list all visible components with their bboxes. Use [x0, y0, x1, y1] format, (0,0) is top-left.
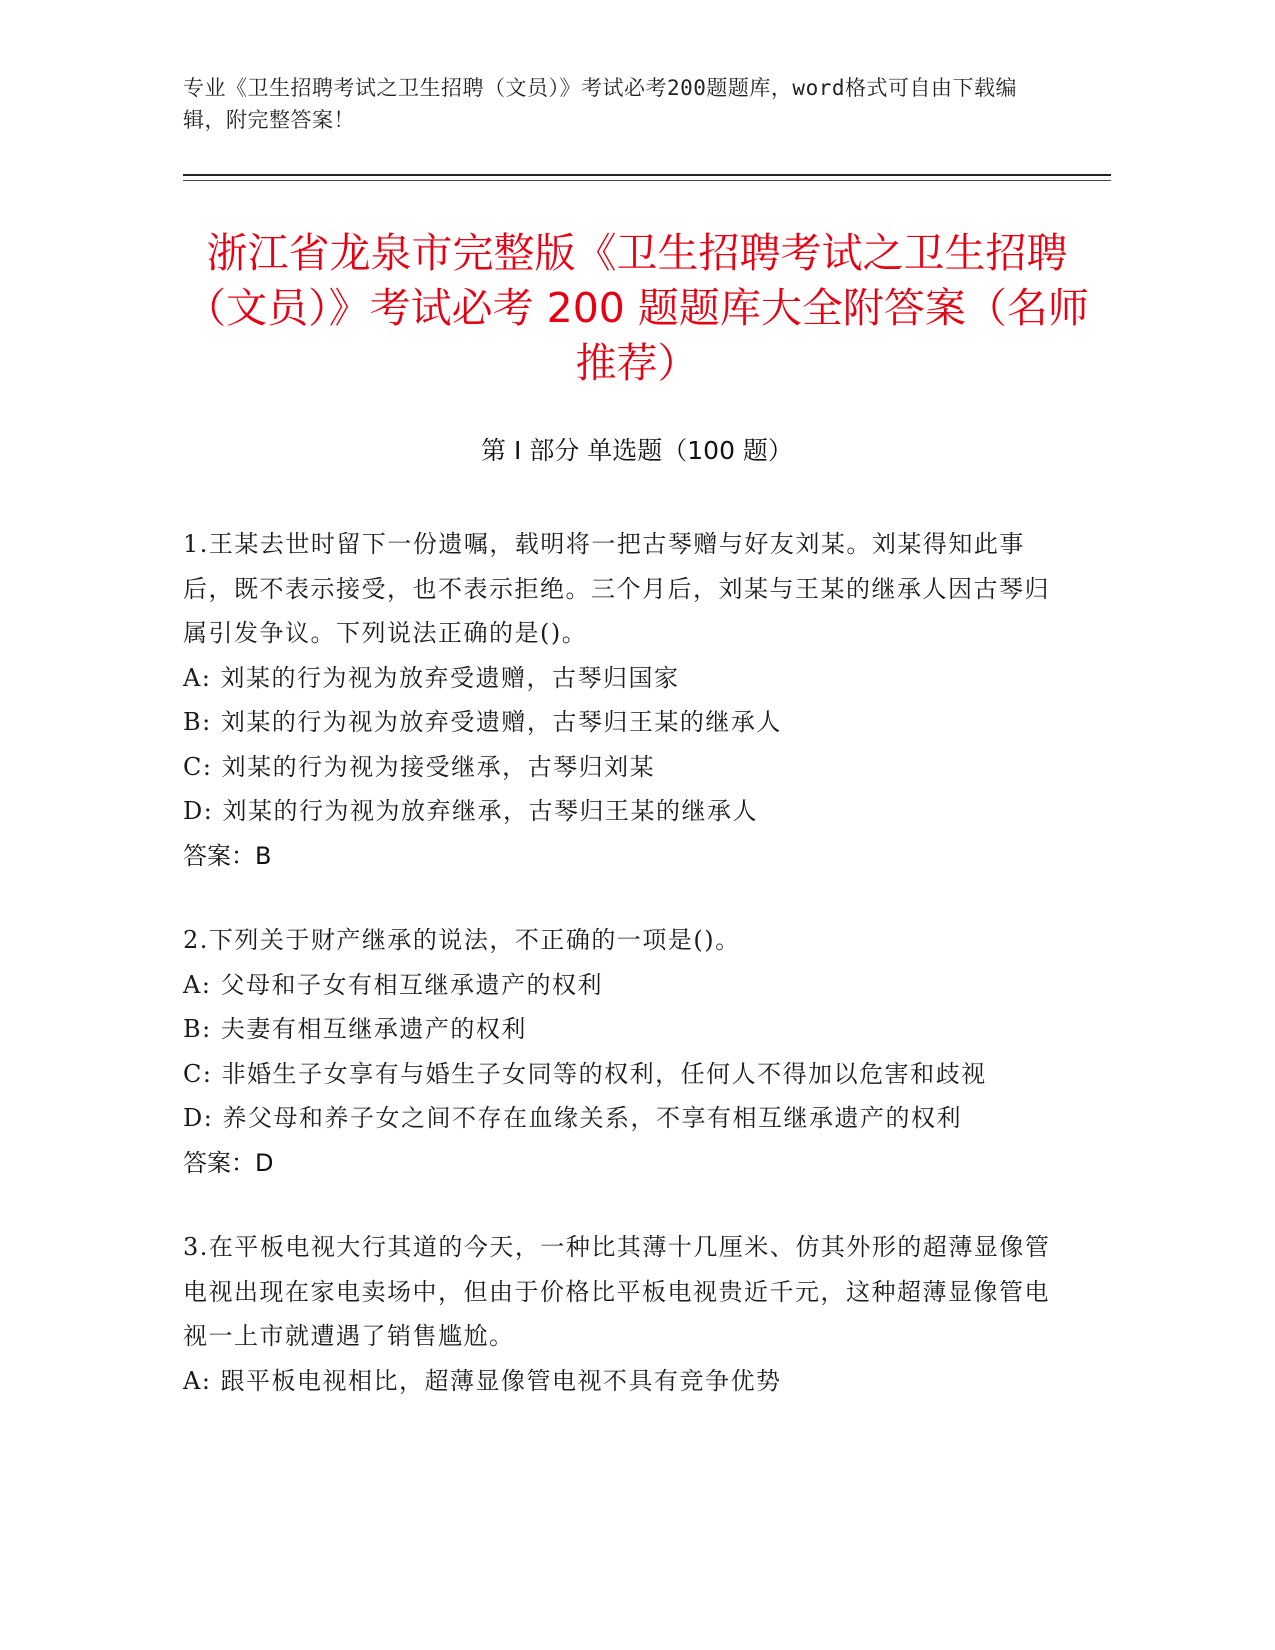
section-title: 第 I 部分 单选题（100 题）: [481, 436, 793, 465]
option-b: B: 刘某的行为视为放弃受遗赠，古琴归王某的继承人: [183, 708, 782, 736]
option-d: D: 养父母和养子女之间不存在血缘关系，不享有相互继承遗产的权利: [183, 1104, 962, 1132]
option-a: A: 跟平板电视相比，超薄显像管电视不具有竞争优势: [183, 1366, 782, 1395]
question-list: [183, 522, 1063, 1443]
question-1: [183, 522, 1063, 878]
question-stem: 1.王某去世时留下一份遗嘱，载明将一把古琴赠与好友刘某。刘某得知此事后，既不表示接受，也不表示拒绝。三个月后，刘某与王某的继承人因古琴归属引发争议。下列说法正确的是()。: [183, 530, 1050, 647]
question-stem: 2.下列关于财产继承的说法，不正确的一项是()。: [183, 926, 741, 954]
document-title: 浙江省龙泉市完整版《卫生招聘考试之卫生招聘（文员）》考试必考 200 题题库大全附答案（名师推荐）: [185, 229, 1089, 387]
question-3: [183, 1225, 1063, 1403]
answer-line: 答案：B: [183, 841, 272, 870]
header-rule: [183, 174, 1111, 176]
option-c: C: 刘某的行为视为接受继承，古琴归刘某: [183, 752, 656, 781]
option-a: A: 父母和子女有相互继承遗产的权利: [183, 970, 604, 999]
option-d: D: 刘某的行为视为放弃继承，古琴归王某的继承人: [183, 797, 758, 825]
option-c: C: 非婚生子女享有与婚生子女同等的权利，任何人不得加以危害和歧视: [183, 1059, 987, 1088]
question-stem: 3.在平板电视大行其道的今天，一种比其薄十几厘米、仿其外形的超薄显像管电视出现在家电卖场中，但由于价格比平板电视贵近千元，这种超薄显像管电视一上市就遭遇了销售尴尬。: [183, 1233, 1051, 1350]
header-note: 专业《卫生招聘考试之卫生招聘（文员）》考试必考200题题库，word格式可自由下载编辑，附完整答案！: [183, 76, 1017, 132]
question-2: [183, 918, 1063, 1185]
option-b: B: 夫妻有相互继承遗产的权利: [183, 1015, 527, 1043]
option-a: A: 刘某的行为视为放弃受遗赠，古琴归国家: [183, 663, 680, 692]
header-rule-thin: [183, 180, 1111, 181]
answer-line: 答案：D: [183, 1148, 274, 1177]
